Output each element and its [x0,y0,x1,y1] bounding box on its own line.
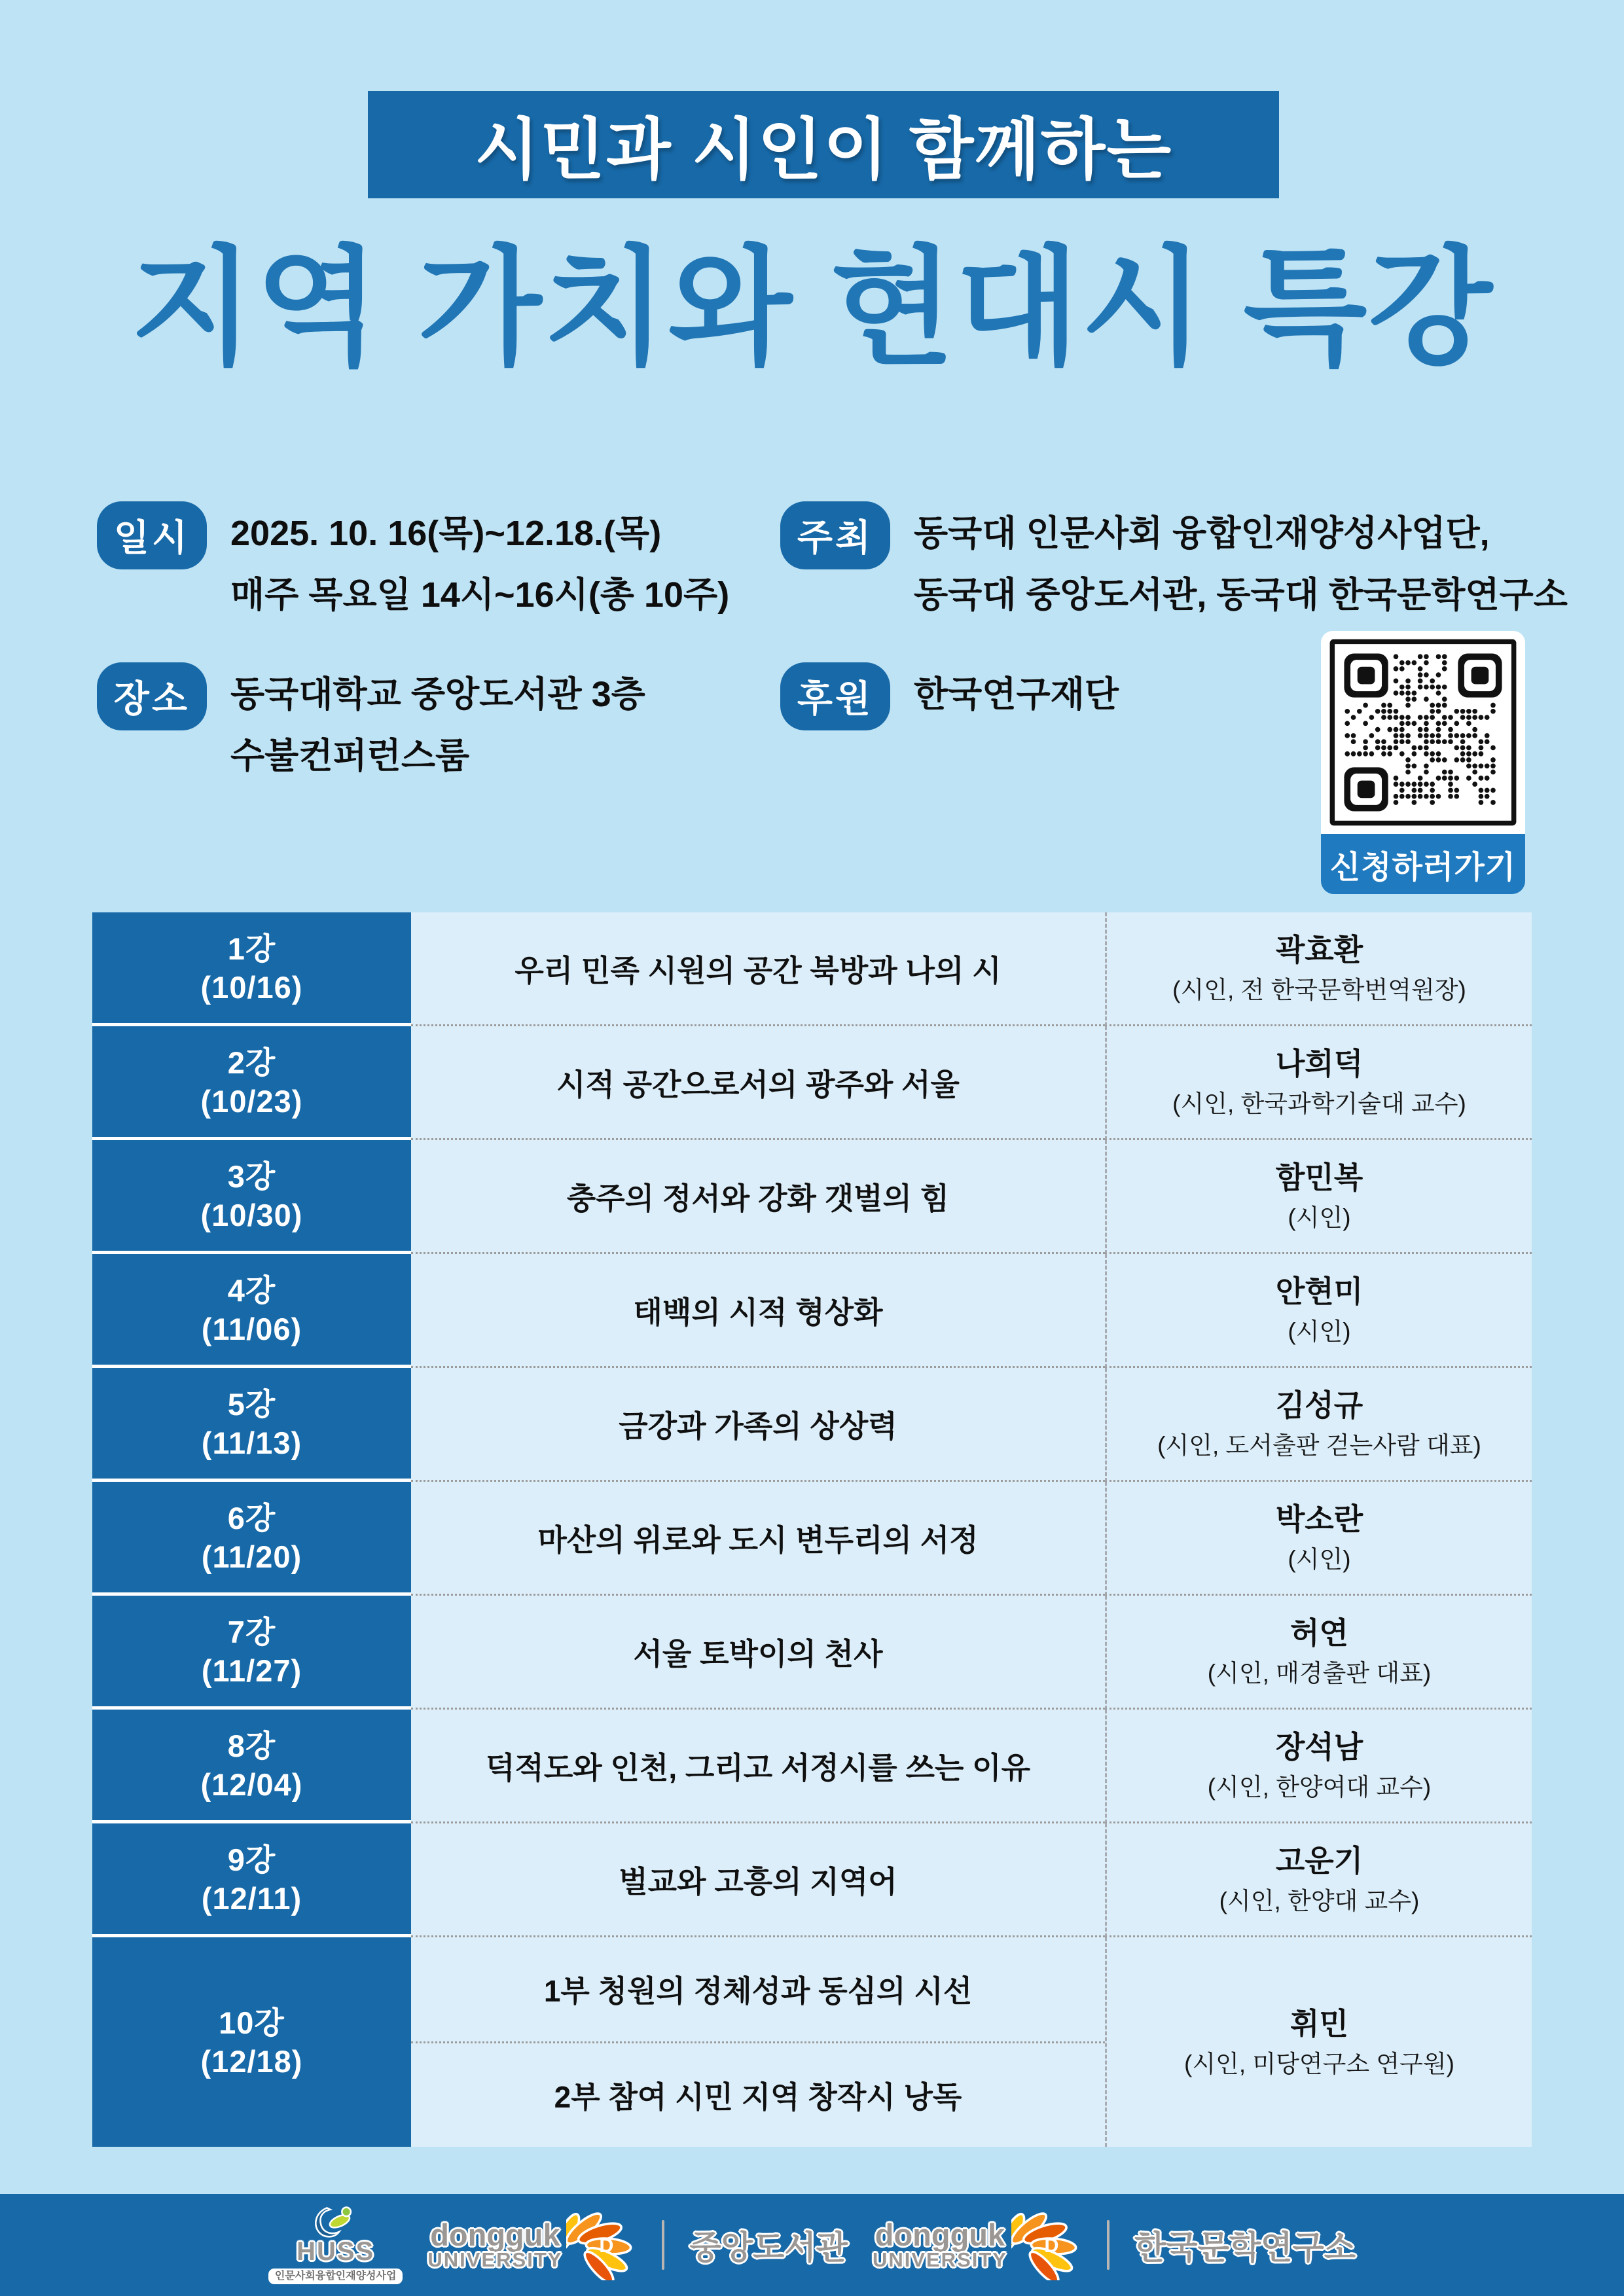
topic-cell: 덕적도와 인천, 그리고 서정시를 쓰는 이유 [411,1710,1105,1823]
banner-text: 시민과 시인이 함께하는 [475,113,1172,187]
table-row [92,1254,1532,1368]
host-text [914,501,1568,613]
lecturer-cell: 박소란 (시인) [1105,1482,1532,1596]
sponsor-line1: 한국연구재단 [914,675,1119,714]
dongguk-logo-library [427,2210,637,2280]
session-cell: 8강 (12/04) [92,1710,411,1823]
host-line1: 동국대 인문사회 융합인재양성사업단, [914,514,1490,553]
topic-cell: 시적 공간으로서의 광주와 서울 [411,1026,1105,1140]
lecturer-cell: 허연 (시인, 매경출판 대표) [1105,1596,1532,1710]
lecturer-cell: 안현미 (시인) [1105,1254,1532,1368]
sponsor-text [914,662,1119,712]
session-cell: 1강 (10/16) [92,912,411,1026]
venue-text [230,662,645,774]
top-banner [368,91,1279,198]
dongguk-logo-institute [873,2210,1082,2280]
table-row [92,1368,1532,1482]
library-label: 중앙도서관 [689,2229,848,2266]
datetime-line2: 매주 목요일 14시~16시(총 10주) [230,575,730,615]
session-cell: 10강 (12/18) [92,1937,411,2147]
svg-text:D: D [599,2234,614,2257]
table-row [92,1596,1532,1710]
session-cell: 4강 (11/06) [92,1254,411,1368]
table-row-final [92,1937,1532,2147]
datetime-line1: 2025. 10. 16(목)~12.18.(목) [230,514,662,553]
lecturer-cell: 고운기 (시인, 한양대 교수) [1105,1823,1532,1937]
table-row [92,1823,1532,1937]
venue-line1: 동국대학교 중앙도서관 3층 [230,675,645,714]
topic-cell: 벌교와 고흥의 지역어 [411,1823,1105,1937]
page-title: 지역 가치와 현대시 특강 [130,236,1494,380]
dongguk-emblem-icon [566,2210,637,2280]
session-cell: 9강 (12/11) [92,1823,411,1937]
dongguk-emblem-icon [1011,2210,1082,2280]
qr-card [1321,631,1525,894]
lecturer-cell: 김성규 (시인, 도서출판 걷는사람 대표) [1105,1368,1532,1482]
info-item-venue [97,662,645,774]
footer-bar [0,2194,1624,2296]
dongguk-wordmark: dongguk UNIVERSITY [872,2217,1007,2271]
topic-cell: 마산의 위로와 도시 변두리의 서정 [411,1482,1105,1596]
table-row [92,1026,1532,1140]
info-item-datetime [97,501,729,613]
huss-wordmark: HUSS [297,2237,375,2266]
sponsor-badge: 후원 [780,662,890,730]
qr-code [1321,631,1525,834]
datetime-text [230,501,729,613]
topic-cell: 서울 토박이의 천사 [411,1596,1105,1710]
svg-text:D: D [1044,2234,1059,2257]
lecturer-cell: 나희덕 (시인, 한국과학기술대 교수) [1105,1026,1532,1140]
lecturer-cell: 휘민 (시인, 미당연구소 연구원) [1105,1937,1532,2147]
topic-cell-split [411,1937,1105,2147]
institute-label: 한국문학연구소 [1134,2229,1356,2266]
dongguk-wordmark: dongguk UNIVERSITY [427,2217,563,2271]
lecturer-cell: 함민복 (시인) [1105,1140,1532,1254]
topic-cell: 태백의 시적 형상화 [411,1254,1105,1368]
schedule-table [92,912,1532,2147]
huss-subtitle: 인문사회융합인재양성사업 [268,2269,403,2284]
session-cell: 2강 (10/23) [92,1026,411,1140]
session-cell: 6강 (11/20) [92,1482,411,1596]
info-item-host [780,501,1568,613]
table-row [92,912,1532,1026]
host-line2: 동국대 중앙도서관, 동국대 한국문학연구소 [914,575,1568,615]
table-row [92,1140,1532,1254]
topic-cell: 충주의 정서와 강화 갯벌의 힘 [411,1140,1105,1254]
session-cell: 3강 (10/30) [92,1140,411,1254]
table-row [92,1710,1532,1823]
info-item-sponsor [780,662,1119,730]
datetime-badge: 일시 [97,501,207,569]
table-row [92,1482,1532,1596]
host-badge: 주최 [780,501,890,569]
topic-part1: 1부 청원의 정체성과 동심의 시선 [411,1937,1105,2043]
topic-cell: 우리 민족 시원의 공간 북방과 나의 시 [411,912,1105,1026]
qr-caption: 신청하러가기 [1321,834,1525,894]
session-cell: 7강 (11/27) [92,1596,411,1710]
lecturer-cell: 장석남 (시인, 한양여대 교수) [1105,1710,1532,1823]
venue-line2: 수불컨퍼런스룸 [230,736,470,776]
footer-divider [1107,2220,1110,2270]
lecturer-cell: 곽효환 (시인, 전 한국문학번역원장) [1105,912,1532,1026]
venue-badge: 장소 [97,662,207,730]
footer-divider [662,2220,664,2270]
huss-logo [268,2206,403,2284]
session-cell: 5강 (11/13) [92,1368,411,1482]
topic-part2: 2부 참여 시민 지역 창작시 낭독 [554,2079,962,2114]
topic-cell: 금강과 가족의 상상력 [411,1368,1105,1482]
